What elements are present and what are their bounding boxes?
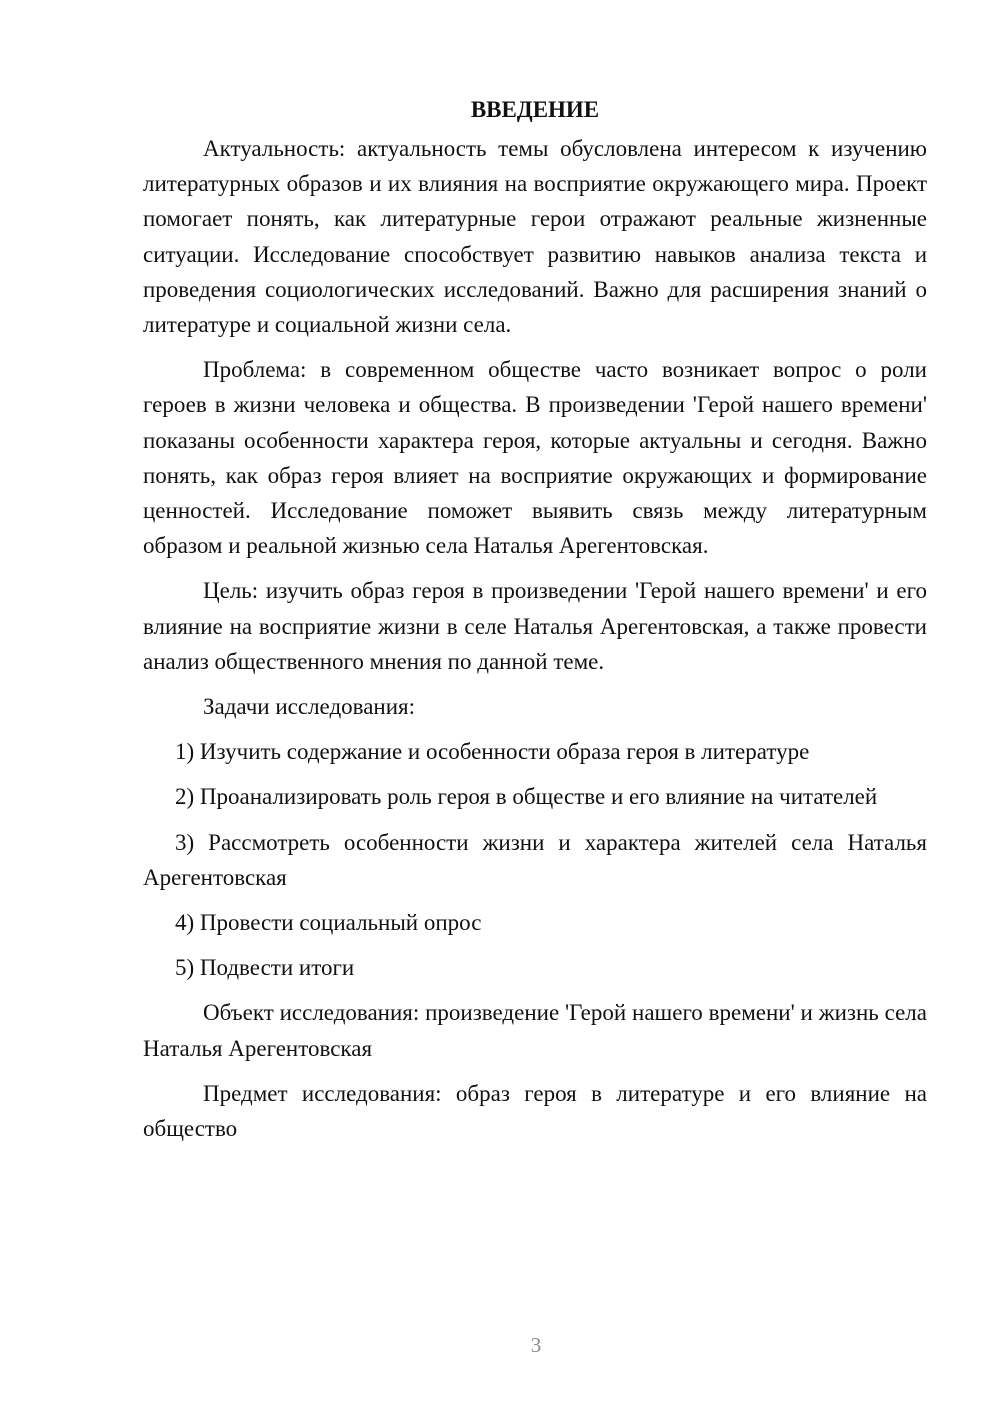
relevance-paragraph: Актуальность: актуальность темы обусловлена интересом к изучению литературных образов и их влияния на восприятие окружающего мира. Проект помогает понять, как литературные герои отражают реальные жизненные ситуации. Исследование способствует развитию навыков анализа текста и проведения социологических исследований. Важно для расширения знаний о литературе и социальной жизни села. xyxy=(143,136,927,338)
task-item: 1) Изучить содержание и особенности образа героя в литературе xyxy=(175,739,810,765)
document-page xyxy=(143,92,927,1156)
tasks-list xyxy=(143,734,927,985)
task-item: 2) Проанализировать роль героя в обществе и его влияние на читателей xyxy=(175,784,878,810)
task-item: 3) Рассмотреть особенности жизни и характера жителей села Наталья Арегентовская xyxy=(143,829,927,890)
problem-paragraph: Проблема: в современном обществе часто возникает вопрос о роли героев в жизни человека и общества. В произведении 'Герой нашего времени' показаны особенности характера героя, которые актуальны и сегодня. Важно понять, как образ героя влияет на восприятие окружающих и формирование ценностей. Исследование поможет выявить связь между литературным образом и реальной жизнью села Наталья Арегентовская. xyxy=(143,357,927,559)
task-item: 5) Подвести итоги xyxy=(175,955,355,981)
research-subject-paragraph: Предмет исследования: образ героя в литературе и его влияние на общество xyxy=(143,1080,927,1142)
page-number: 3 xyxy=(530,1333,542,1357)
goal-paragraph: Цель: изучить образ героя в произведении 'Герой нашего времени' и его влияние на восприятие жизни в селе Наталья Арегентовская, а также провести анализ общественного мнения по данной теме. xyxy=(143,578,927,674)
section-title: ВВЕДЕНИЕ xyxy=(470,97,600,122)
task-item: 4) Провести социальный опрос xyxy=(175,910,482,936)
research-object-paragraph: Объект исследования: произведение 'Герой нашего времени' и жизнь села Наталья Арегентовская xyxy=(143,1000,927,1061)
tasks-heading: Задачи исследования: xyxy=(203,694,416,720)
